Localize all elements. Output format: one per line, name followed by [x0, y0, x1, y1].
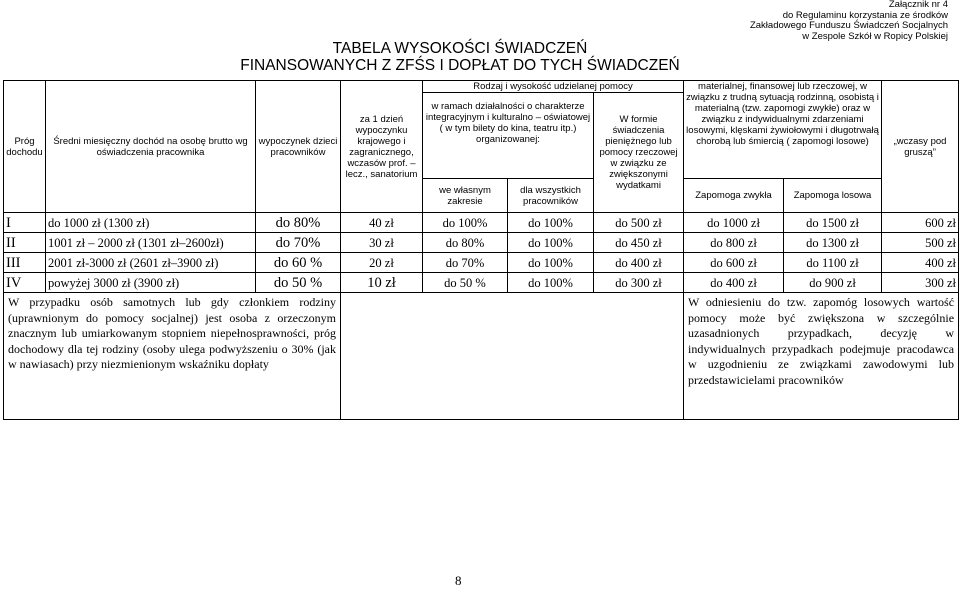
cell-krajowy: 10 zł: [341, 273, 423, 293]
document-title: [240, 40, 680, 74]
annex-note: [750, 0, 948, 42]
cell-dzieci: do 80%: [256, 213, 341, 233]
page-number: 8: [455, 573, 462, 588]
header-zapomoga-zwykla: Zapomoga zwykła: [684, 179, 784, 213]
title-line: TABELA WYSOKOŚCI ŚWIADCZEŃ: [332, 40, 588, 57]
table-row: [4, 233, 959, 253]
note-left: W przypadku osób samotnych lub gdy członkiem rodziny (uprawnionym do pomocy socjalnej) jest osoba z orzeczonym znacznym lub umiarkowanym stopniem niepełnosprawności, próg dochodowy dla tej rodziny (osoby ulega podwyższeniu o 30% (jak w nawiasach) przy niezmienionym wskaźniku dopłaty: [4, 293, 341, 420]
cell-losowa: do 1100 zł: [784, 253, 882, 273]
header-zapomoga-losowa: Zapomoga losowa: [784, 179, 882, 213]
cell-prog: II: [4, 233, 46, 253]
cell-wszyscy: do 100%: [508, 273, 594, 293]
header-forma: W formie świadczenia pieniężnego lub pomocy rzeczowej w związku ze zwiększonymi wydatkami: [594, 93, 684, 213]
header-wczasy: „wczasy pod gruszą”: [882, 81, 959, 213]
cell-wlasny: do 70%: [423, 253, 508, 273]
cell-krajowy: 40 zł: [341, 213, 423, 233]
header-prog: Próg dochodu: [4, 81, 46, 213]
cell-wczasy: 600 zł: [882, 213, 959, 233]
table-row: [4, 213, 959, 233]
cell-wczasy: 300 zł: [882, 273, 959, 293]
cell-zwykla: do 400 zł: [684, 273, 784, 293]
header-rodzaj: Rodzaj i wysokość udzielanej pomocy: [423, 81, 684, 93]
cell-prog: IV: [4, 273, 46, 293]
cell-wszyscy: do 100%: [508, 253, 594, 273]
cell-krajowy: 30 zł: [341, 233, 423, 253]
title-line: FINANSOWANYCH Z ZFŚS I DOPŁAT DO TYCH ŚWIADCZEŃ: [240, 57, 680, 74]
cell-wszyscy: do 100%: [508, 233, 594, 253]
header-wypoczynek-dzieci: wypoczynek dzieci pracowników: [256, 81, 341, 213]
table-row: [4, 273, 959, 293]
cell-losowa: do 900 zł: [784, 273, 882, 293]
cell-wlasny: do 80%: [423, 233, 508, 253]
annex-line: w Zespole Szkół w Ropicy Polskiej: [802, 30, 948, 42]
cell-prog: III: [4, 253, 46, 273]
header-dla-wszystkich: dla wszystkich pracowników: [508, 179, 594, 213]
cell-dochod: 2001 zł-3000 zł (2601 zł–3900 zł): [46, 253, 256, 273]
cell-krajowy: 20 zł: [341, 253, 423, 273]
cell-forma: do 450 zł: [594, 233, 684, 253]
note-right: W odniesieniu do tzw. zapomóg losowych wartość pomocy może być zwiększona w szczególnie uzasadnionych przypadkach, decyzję w indywidualnych przypadkach podejmuje pracodawca w uzgodnieniu ze związkami zawodowymi lub przedstawicielami pracowników: [684, 293, 959, 420]
cell-losowa: do 1500 zł: [784, 213, 882, 233]
cell-losowa: do 1300 zł: [784, 233, 882, 253]
header-pomoc-materialna: materialnej, finansowej lub rzeczowej, w związku z trudną sytuacją rodzinną, osobistą i materialną (tzw. zapomogi zwykłe) oraz w związku z indywidualnymi zdarzeniami losowymi, klęskami żywiołowymi i długotrwałą chorobą lub śmiercią ( zapomogi losowe): [684, 81, 882, 179]
benefits-table: [3, 80, 959, 420]
cell-wszyscy: do 100%: [508, 213, 594, 233]
cell-forma: do 400 zł: [594, 253, 684, 273]
cell-dochod: powyżej 3000 zł (3900 zł): [46, 273, 256, 293]
cell-zwykla: do 600 zł: [684, 253, 784, 273]
cell-dzieci: do 60 %: [256, 253, 341, 273]
cell-wlasny: do 100%: [423, 213, 508, 233]
note-blank: [341, 293, 684, 420]
cell-zwykla: do 800 zł: [684, 233, 784, 253]
header-dzialalnosc: w ramach działalności o charakterze integracyjnym i kulturalno – oświatowej ( w tym bilety do kina, teatru itp.) organizowanej:: [423, 93, 594, 179]
cell-dzieci: do 50 %: [256, 273, 341, 293]
cell-wczasy: 400 zł: [882, 253, 959, 273]
header-we-wlasnym: we własnym zakresie: [423, 179, 508, 213]
header-wypoczynek-krajowy: za 1 dzień wypoczynku krajowego i zagranicznego, wczasów prof. – lecz., sanatorium: [341, 81, 423, 213]
cell-wlasny: do 50 %: [423, 273, 508, 293]
table-row: [4, 253, 959, 273]
cell-wczasy: 500 zł: [882, 233, 959, 253]
header-dochod: Średni miesięczny dochód na osobę brutto wg oświadczenia pracownika: [46, 81, 256, 213]
cell-dochod: do 1000 zł (1300 zł): [46, 213, 256, 233]
annex-line: do Regulaminu korzystania ze środków: [782, 9, 948, 21]
cell-forma: do 300 zł: [594, 273, 684, 293]
cell-prog: I: [4, 213, 46, 233]
cell-forma: do 500 zł: [594, 213, 684, 233]
annex-line: Załącznik nr 4: [888, 0, 948, 10]
cell-zwykla: do 1000 zł: [684, 213, 784, 233]
cell-dzieci: do 70%: [256, 233, 341, 253]
annex-line: Zakładowego Funduszu Świadczeń Socjalnych: [749, 20, 948, 31]
cell-dochod: 1001 zł – 2000 zł (1301 zł–2600zł): [46, 233, 256, 253]
